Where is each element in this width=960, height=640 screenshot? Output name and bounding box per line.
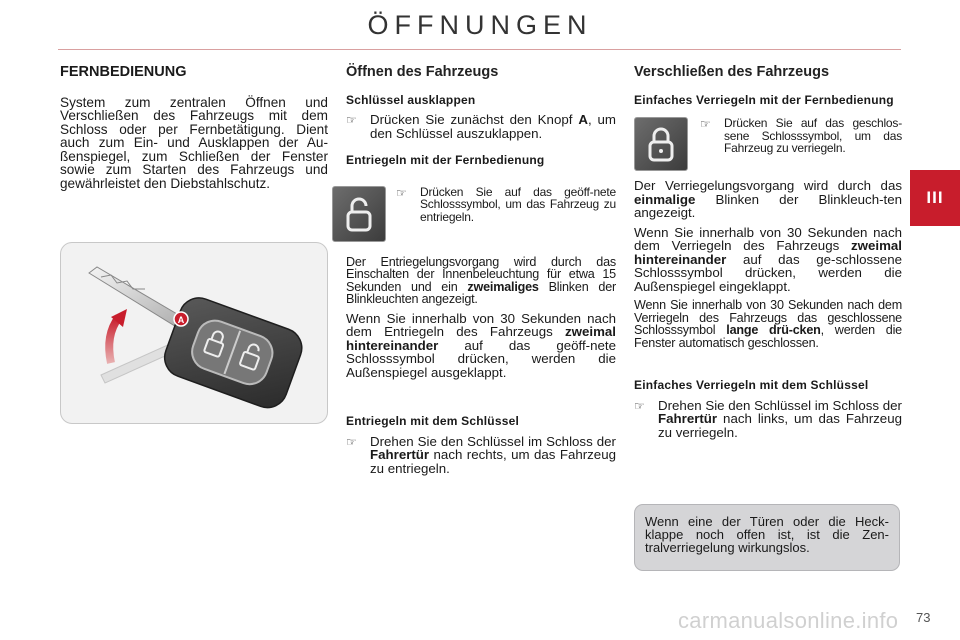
pointing-hand-icon: ☞ bbox=[634, 398, 645, 413]
pointing-hand-icon: ☞ bbox=[700, 117, 711, 131]
info-note-box: Wenn eine der Türen oder die Heck-klappe noch offen ist, ist die Zen-tralverriegelung wirkungslos. bbox=[634, 504, 900, 571]
subheading-lock-remote: Einfaches Verriegeln mit der Fernbedienung bbox=[634, 92, 894, 107]
instruction-unfold-key: ☞ Drücken Sie zunächst den Knopf A, um den Schlüssel auszuklappen. bbox=[346, 112, 616, 141]
instruction-unlock-key: ☞ Drehen Sie den Schlüssel im Schloss der Fahrertür nach rechts, um das Fahrzeug zu entriegeln. bbox=[346, 433, 616, 476]
paragraph-mirrors-fold: Wenn Sie innerhalb von 30 Sekunden nach dem Verriegeln des Fahrzeugs zweimal hintereinander auf das ge-schlossene Schlosssymbol drücken, werden die Außenspiegel eingeklappt. bbox=[634, 224, 902, 294]
pointing-hand-icon: ☞ bbox=[346, 434, 357, 449]
closed-lock-icon bbox=[634, 117, 688, 171]
subheading-lock-key: Einfaches Verriegeln mit dem Schlüssel bbox=[634, 378, 869, 392]
instruction-unlock-remote: ☞ Drücken Sie auf das geöff-nete Schlosssymbol, um das Fahrzeug zu entriegeln. bbox=[396, 186, 616, 236]
paragraph-unlock-indication: Der Entriegelungsvorgang wird durch das Einschalten der Innenbeleuchtung für etwa 15 Sekunden und ein zweimaliges Blinken der Blinkleuchten angezeigt. bbox=[346, 254, 617, 306]
subheading-unlock-remote: Entriegeln mit der Fernbedienung bbox=[346, 153, 545, 167]
page-title: ÖFFNUNGEN bbox=[367, 10, 593, 40]
section-heading-locking: Verschließen des Fahrzeugs bbox=[634, 64, 830, 80]
key-fob-illustration bbox=[60, 242, 328, 424]
instruction-lock-remote: ☞ Drücken Sie auf das geschlos-sene Schlosssymbol, um das Fahrzeug zu verriegeln. bbox=[700, 117, 902, 165]
intro-paragraph: System zum zentralen Öffnen und Verschließen des Fahrzeugs mit dem Schloss oder per Fernbetätigung. Dient auch zum Ein- und Ausklappen der Au-ßenspiegel, zum Schließen der Fenster sowie zum Starten des Fahrzeugs und gewährleistet den Diebstahlschutz. bbox=[60, 94, 328, 192]
open-lock-icon bbox=[332, 186, 386, 242]
section-heading-opening: Öffnen des Fahrzeugs bbox=[346, 64, 499, 80]
subheading-unfold-key: Schlüssel ausklappen bbox=[346, 92, 476, 107]
page-number: 73 bbox=[916, 610, 931, 625]
column-opening bbox=[346, 66, 616, 481]
title-divider bbox=[58, 49, 901, 50]
pointing-hand-icon: ☞ bbox=[346, 113, 357, 127]
watermark: carmanualsonline.info bbox=[678, 608, 899, 633]
subheading-unlock-key: Entriegeln mit dem Schlüssel bbox=[346, 414, 519, 428]
paragraph-lock-indication: Der Verriegelungsvorgang wird durch das einmalige Blinken der Blinkleuch-ten angezeigt. bbox=[634, 178, 902, 220]
section-heading-fernbedienung: FERNBEDIENUNG bbox=[60, 64, 187, 80]
unlock-remote-row bbox=[346, 186, 616, 242]
lock-remote-row bbox=[634, 117, 902, 171]
column-remote-control bbox=[60, 66, 328, 197]
chapter-tab[interactable]: III bbox=[910, 170, 960, 226]
paragraph-windows-close: Wenn Sie innerhalb von 30 Sekunden nach dem Verriegeln des Fahrzeugs das geschlossene Schlosssymbol lange drü-cken, werden die Fenster automatisch geschlossen. bbox=[634, 298, 902, 350]
instruction-lock-key: ☞ Drehen Sie den Schlüssel im Schloss der Fahrertür nach links, um das Fahrzeug zu verriegeln. bbox=[634, 397, 902, 440]
key-fob-drawing bbox=[61, 243, 328, 424]
button-a-label: A bbox=[177, 315, 185, 325]
paragraph-mirrors-unfold: Wenn Sie innerhalb von 30 Sekunden nach dem Entriegeln des Fahrzeugs zweimal hintereinander auf das geöff-nete Schlosssymbol drücken, werden die Außenspiegel ausgeklappt. bbox=[346, 310, 616, 380]
pointing-hand-icon: ☞ bbox=[396, 185, 407, 200]
column-locking bbox=[634, 66, 902, 445]
